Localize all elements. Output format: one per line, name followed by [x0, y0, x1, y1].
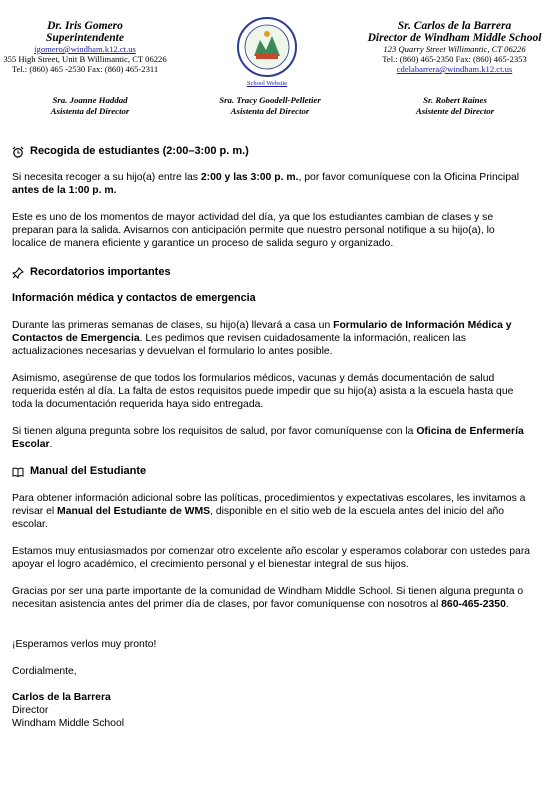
- school-seal-logo[interactable]: [236, 16, 298, 78]
- handbook-heading: [12, 465, 532, 478]
- text: , por favor comuníquese con la Oficina Principal: [298, 172, 520, 183]
- reminders-title: Recordatorios importantes: [30, 266, 171, 278]
- pickup-title: Recogida de estudiantes (2:00–3:00 p. m.): [30, 145, 249, 157]
- director-email-link[interactable]: cdelabarrera@windham.k12.ct.us: [396, 64, 513, 74]
- signature-title: Director: [12, 705, 49, 716]
- text: , disponible en el sitio web de la escuela antes del inicio del año escolar.: [12, 506, 505, 530]
- director-title: Director de Windham Middle School: [367, 32, 542, 44]
- pickup-paragraph-2: Este es uno de los momentos de mayor actividad del día, ya que los estudiantes cambian de clases y se preparan para la salida. Avisarnos con anticipación permite que nuestro personal notifique a su hijo(a), lo localice de manera eficiente y garantice un proceso de salida seguro y organizado.: [12, 212, 495, 249]
- salutation: Cordialmente,: [12, 666, 77, 677]
- pickup-deadline: antes de la 1:00 p. m.: [12, 185, 117, 196]
- signature-school: Windham Middle School: [12, 718, 125, 729]
- director-address: 123 Quarry Street Willimantic, CT 06226: [383, 44, 526, 54]
- assistant-role: Asistenta del Director: [50, 106, 130, 116]
- school-website-link[interactable]: School Website: [246, 80, 288, 87]
- pickup-time: 2:00 y las 3:00 p. m.: [200, 172, 299, 183]
- assistant-name: Sr. Robert Raines: [423, 95, 487, 105]
- text: Gracias por ser una parte importante de la comunidad de Windham Middle School. Si tienen alguna pregunta o necesitan asistencia antes del primer día de clases, por favor comuníquense con nosotros al: [12, 586, 524, 610]
- medical-form-name: Formulario de Información Médica y Contactos de Emergencia: [12, 320, 512, 344]
- pushpin-icon: [12, 267, 24, 279]
- superintendent-address: 355 High Street, Unit B Willimantic, CT 06226: [3, 54, 167, 64]
- text: Si tienen alguna pregunta sobre los requisitos de salud, por favor comuníquense con la: [12, 426, 417, 437]
- text: Si necesita recoger a su hijo(a) entre las: [12, 172, 201, 183]
- superintendent-email-link[interactable]: igomero@windham.k12.ct.us: [34, 44, 136, 54]
- text: Para obtener información adicional sobre las políticas, procedimientos y expectativas escolares, les invitamos a revisar el: [12, 493, 526, 517]
- assistant-role: Asistenta del Director: [230, 106, 310, 116]
- closing-line: ¡Esperamos verlos muy pronto!: [12, 639, 157, 650]
- text: Durante las primeras semanas de clases, su hijo(a) llevará a casa un: [12, 320, 334, 331]
- assistant-2: [195, 95, 345, 117]
- superintendent-title: Superintendente: [46, 32, 124, 44]
- pickup-heading: [12, 145, 532, 158]
- assistant-name: Sra. Joanne Haddad: [52, 95, 128, 105]
- assistant-1: [20, 95, 160, 117]
- letterhead: [0, 0, 549, 135]
- reminders-paragraph-2: Asimismo, asegúrense de que todos los formularios médicos, vacunas y demás documentación de salud requerida estén al día. La falta de estos requisitos puede impedir que su hijo(a) asista a la escuela hasta que toda la documentación requerida haya sido entregada.: [12, 373, 514, 410]
- director-block: [360, 20, 549, 74]
- director-phone: Tel.: (860) 465-2350 Fax: (860) 465-2353: [382, 54, 527, 64]
- text: .: [505, 599, 509, 610]
- pickup-paragraph-1: [12, 171, 532, 197]
- handbook-paragraph-2: Estamos muy entusiasmados por comenzar otro excelente año escolar y esperamos colaborar con ustedes para apoyar el logro académico, el crecimiento personal y el bienestar integral de sus hijos.: [12, 546, 531, 570]
- medical-subheading: Información médica y contactos de emergencia: [12, 292, 256, 304]
- handbook-title: Manual del Estudiante: [30, 465, 147, 477]
- superintendent-name: Dr. Iris Gomero: [47, 20, 123, 32]
- text: . Les pedimos que revisen cuidadosamente la información, realicen las actualizaciones necesarias y devuelvan el formulario lo antes posible.: [12, 333, 466, 357]
- alarm-clock-icon: [12, 146, 24, 158]
- reminders-heading: [12, 266, 532, 279]
- nurse-office: Oficina de Enfermería Escolar: [12, 426, 524, 450]
- superintendent-phone: Tel.: (860) 465 -2530 Fax: (860) 465-2311: [11, 64, 159, 74]
- reminders-paragraph-1: [12, 319, 532, 358]
- handbook-paragraph-3: [12, 585, 532, 611]
- assistant-role: Asistente del Director: [415, 106, 495, 116]
- superintendent-block: [0, 20, 170, 74]
- assistant-name: Sra. Tracy Goodell-Pelletier: [219, 95, 321, 105]
- text: .: [49, 439, 53, 450]
- signature-name: Carlos de la Barrera: [12, 692, 111, 703]
- handbook-paragraph-1: [12, 492, 532, 531]
- signature-block: [12, 691, 532, 730]
- contact-phone: 860-465-2350: [441, 599, 506, 610]
- open-book-icon: [12, 466, 24, 478]
- assistant-3: [385, 95, 525, 117]
- director-name: Sr. Carlos de la Barrera: [397, 20, 512, 32]
- handbook-name: Manual del Estudiante de WMS: [57, 506, 211, 517]
- reminders-paragraph-3: [12, 425, 532, 451]
